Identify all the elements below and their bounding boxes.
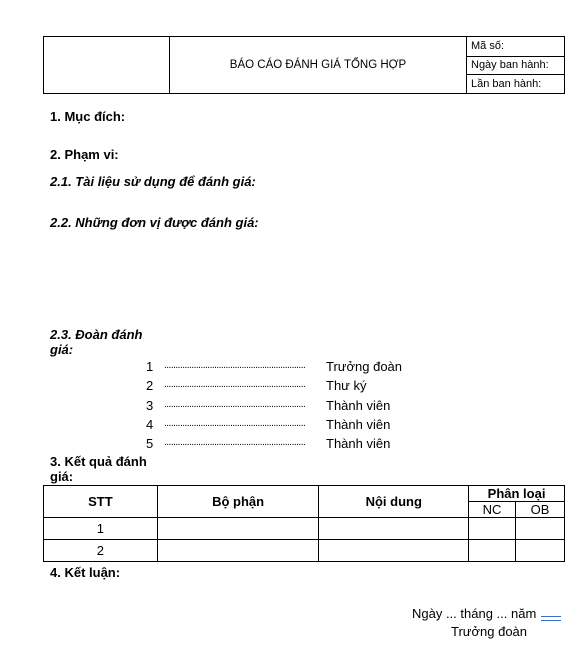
section-team-line1: 2.3. Đoàn đánh xyxy=(50,327,143,342)
team-member-row xyxy=(146,434,391,453)
team-member-number: 1 xyxy=(146,359,154,374)
row-stt: 2 xyxy=(44,540,158,562)
section-documents: 2.1. Tài liệu sử dụng để đánh giá: xyxy=(50,174,256,189)
team-member-row xyxy=(146,357,403,376)
header-ob: OB xyxy=(516,502,565,518)
section-conclusion: 4. Kết luận: xyxy=(50,565,121,580)
team-member-role: Thư ký xyxy=(326,378,367,393)
section-scope: 2. Phạm vi: xyxy=(50,147,119,162)
section-result-line1: 3. Kết quả đánh xyxy=(50,454,147,469)
team-member-number: 3 xyxy=(146,398,154,413)
team-member-row xyxy=(146,376,367,395)
row-ob[interactable] xyxy=(516,540,565,562)
table-row xyxy=(44,540,565,562)
team-member-role: Thành viên xyxy=(326,398,391,413)
section-team-line2: giá: xyxy=(50,342,74,357)
team-member-role: Thành viên xyxy=(326,436,391,451)
code-label: Mã số: xyxy=(471,40,505,53)
team-member-name-field[interactable]: .............................................................. xyxy=(164,399,306,410)
row-nc[interactable] xyxy=(469,518,516,540)
double-underline xyxy=(541,616,561,621)
header-nc: NC xyxy=(469,502,516,518)
section-result-line2: giá: xyxy=(50,469,74,484)
document-meta xyxy=(467,37,564,93)
header-classification: Phân loại xyxy=(469,486,565,502)
signature-date: Ngày ... tháng ... năm xyxy=(412,606,537,621)
team-member-number: 2 xyxy=(146,378,154,393)
document-header xyxy=(43,36,565,94)
row-stt: 1 xyxy=(44,518,158,540)
row-content[interactable] xyxy=(319,518,469,540)
table-row xyxy=(44,518,565,540)
row-ob[interactable] xyxy=(516,518,565,540)
row-department[interactable] xyxy=(157,540,319,562)
team-member-number: 5 xyxy=(146,436,154,451)
team-member-number: 4 xyxy=(146,417,154,432)
section-units: 2.2. Những đơn vị được đánh giá: xyxy=(50,215,259,230)
header-content: Nội dung xyxy=(319,486,469,518)
header-stt: STT xyxy=(44,486,158,518)
team-member-role: Trưởng đoàn xyxy=(326,359,403,374)
row-nc[interactable] xyxy=(469,540,516,562)
team-member-row xyxy=(146,396,391,415)
team-member-name-field[interactable]: .............................................................. xyxy=(164,379,306,390)
team-member-name-field[interactable]: .............................................................. xyxy=(164,418,306,429)
row-content[interactable] xyxy=(319,540,469,562)
team-member-name-field[interactable]: .............................................................. xyxy=(164,360,306,371)
issue-date-label: Ngày ban hành: xyxy=(467,56,564,75)
results-table xyxy=(43,485,565,562)
team-member-role: Thành viên xyxy=(326,417,391,432)
report-title: BÁO CÁO ĐÁNH GIÁ TỔNG HỢP xyxy=(170,37,467,93)
team-member-name-field[interactable]: .............................................................. xyxy=(164,437,306,448)
signature-title: Trưởng đoàn xyxy=(451,624,528,639)
header-department: Bộ phận xyxy=(157,486,319,518)
revision-label: Lần ban hành: xyxy=(467,74,564,93)
logo-cell xyxy=(44,37,170,93)
team-member-row xyxy=(146,415,391,434)
row-department[interactable] xyxy=(157,518,319,540)
section-purpose: 1. Mục đích: xyxy=(50,109,126,124)
